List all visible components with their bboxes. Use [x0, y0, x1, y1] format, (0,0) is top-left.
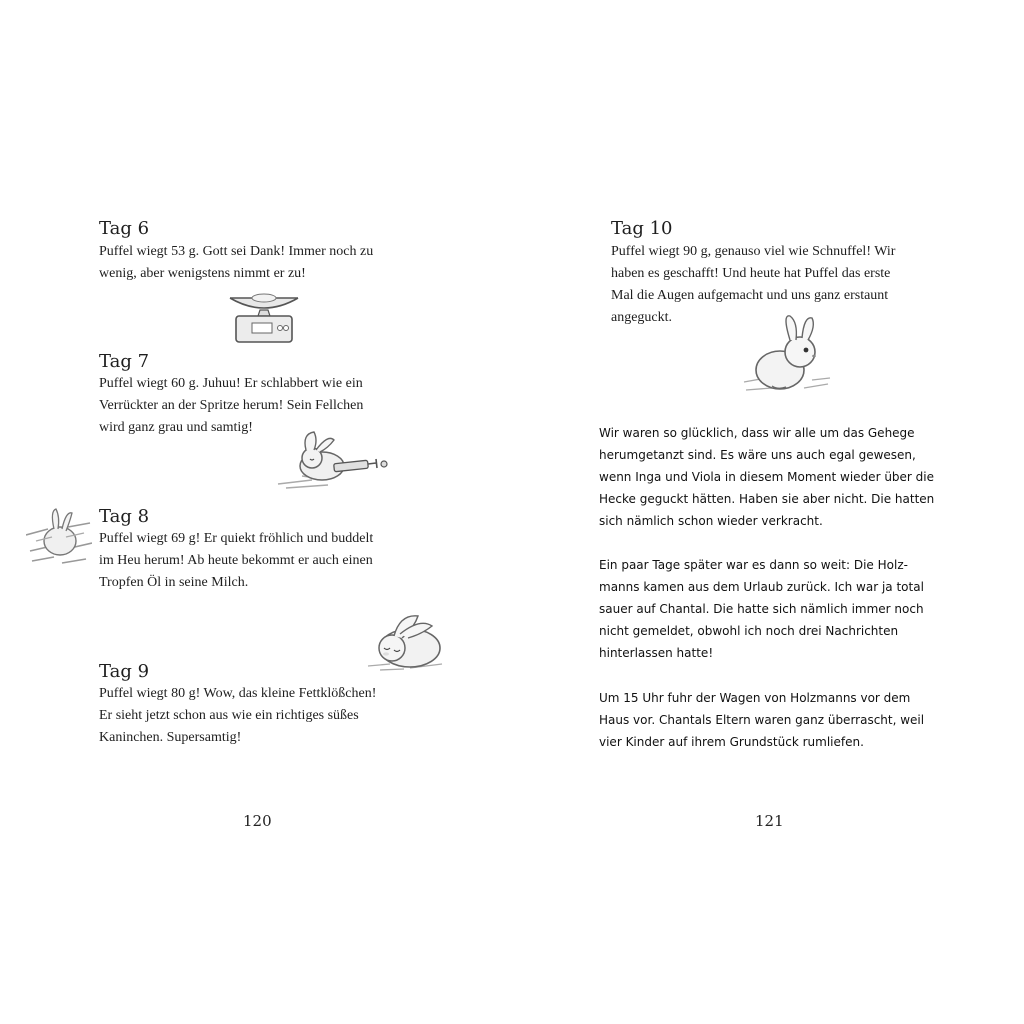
text-line: wenig, aber wenigstens nimmt er zu!: [99, 266, 306, 281]
paragraph-1: [599, 422, 934, 532]
text-line: Kaninchen. Supersamtig!: [99, 730, 242, 745]
entry-title-tag-10: Tag 10: [611, 218, 673, 239]
page-number-right: 121: [755, 812, 784, 830]
entry-title-tag-8: Tag 8: [99, 506, 150, 527]
text-line: sauer auf Chantal. Die hatte sich nämlich immer noch: [599, 602, 924, 616]
text-line: Hecke geguckt hätten. Haben sie aber nicht. Die hatten: [599, 492, 935, 506]
right-page: [512, 0, 1024, 1024]
bunny-in-hay-icon: [26, 505, 92, 567]
text-line: im Heu herum! Ab heute bekommt er auch einen: [99, 553, 373, 568]
entry-title-tag-9: Tag 9: [99, 661, 150, 682]
text-line: haben es geschafft! Und heute hat Puffel das erste: [611, 266, 891, 281]
text-line: vier Kinder auf ihrem Grundstück rumliefen.: [599, 735, 864, 749]
text-line: Puffel wiegt 53 g. Gott sei Dank! Immer noch zu: [99, 244, 374, 259]
text-line: Tropfen Öl in seine Milch.: [99, 575, 249, 590]
sleeping-bunny-icon: [360, 608, 450, 674]
text-line: hinterlassen hatte!: [599, 646, 714, 660]
text-line: sich nämlich schon wieder verkracht.: [599, 514, 823, 528]
entry-text-tag-9: [99, 683, 376, 749]
bunny-with-syringe-icon: [272, 428, 392, 490]
text-line: Puffel wiegt 69 g! Er quiekt fröhlich und buddelt: [99, 531, 374, 546]
entry-text-tag-6: [99, 241, 373, 285]
paragraph-2: [599, 554, 924, 664]
text-line: manns kamen aus dem Urlaub zurück. Ich war ja total: [599, 580, 924, 594]
text-line: Mal die Augen aufgemacht und uns ganz erstaunt: [611, 288, 889, 303]
text-line: Verrückter an der Spritze herum! Sein Fellchen: [99, 398, 364, 413]
sitting-bunny-icon: [742, 312, 832, 398]
entry-text-tag-8: [99, 528, 373, 594]
text-line: Um 15 Uhr fuhr der Wagen von Holzmanns vor dem: [599, 691, 911, 705]
entry-title-tag-6: Tag 6: [99, 218, 150, 239]
text-line: Haus vor. Chantals Eltern waren ganz überrascht, weil: [599, 713, 925, 727]
paragraph-3: [599, 687, 924, 753]
page-number-left: 120: [243, 812, 272, 830]
text-line: Puffel wiegt 80 g! Wow, das kleine Fettklößchen!: [99, 686, 377, 701]
text-line: Wir waren so glücklich, dass wir alle um das Gehege: [599, 426, 915, 440]
text-line: Puffel wiegt 90 g, genauso viel wie Schnuffel! Wir: [611, 244, 896, 259]
text-line: Ein paar Tage später war es dann so weit: Die Holz-: [599, 558, 908, 572]
text-line: nicht gemeldet, obwohl ich noch drei Nachrichten: [599, 624, 899, 638]
entry-title-tag-7: Tag 7: [99, 351, 150, 372]
kitchen-scale-icon: [226, 290, 302, 346]
text-line: wenn Inga und Viola in diesem Moment wieder über die: [599, 470, 935, 484]
text-line: wird ganz grau und samtig!: [99, 420, 253, 435]
text-line: herumgetanzt sind. Es wäre uns auch egal gewesen,: [599, 448, 916, 462]
text-line: Er sieht jetzt schon aus wie ein richtiges süßes: [99, 708, 359, 723]
text-line: Puffel wiegt 60 g. Juhuu! Er schlabbert wie ein: [99, 376, 363, 391]
text-line: angeguckt.: [611, 310, 673, 325]
